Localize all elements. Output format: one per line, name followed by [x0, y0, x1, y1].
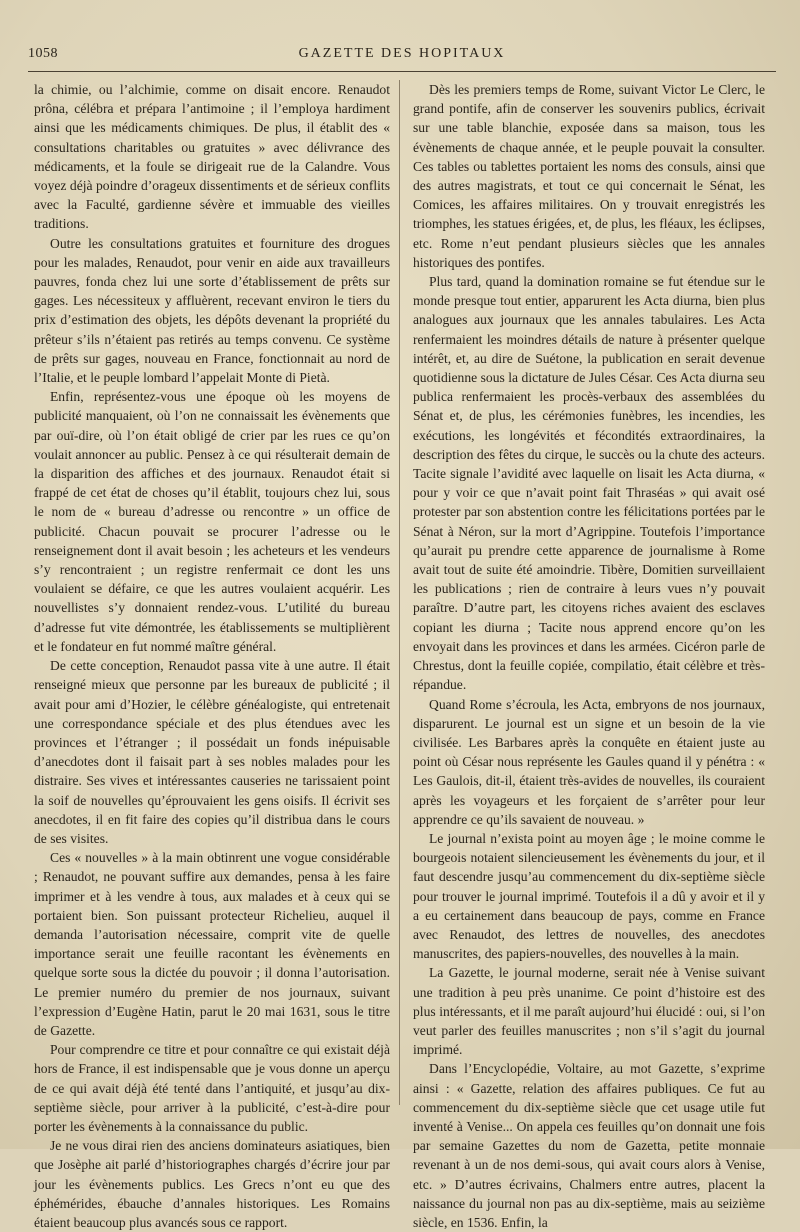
- left-column: [34, 80, 390, 1232]
- paragraph: Ces « nouvelles » à la main obtinrent une vogue considérable ; Renaudot, ne pouvant suffire aux demandes, pensa à les faire imprimer et à les vendre à tous, aux malades et à ceux qui se portaient bien. Son puissant protecteur Richelieu, auquel il demanda l’autorisation nécessaire, comprit vite de quelle importance serait une feuille racontant les évènements en quelque sorte sous la dictée du pouvoir ; il donna l’autorisation. Le premier numéro du premier de nos journaux, suivant l’expression d’Eugène Hatin, parut le 20 mai 1631, sous le titre de Gazette.: [34, 850, 390, 1038]
- running-title: GAZETTE DES HOPITAUX: [298, 46, 506, 61]
- page-header: [28, 40, 776, 70]
- paragraph: Outre les consultations gratuites et fourniture des drogues pour les malades, Renaudot, pour venir en aide aux travailleurs pauvres, fonda chez lui une sorte d’établissement de prêts sur gages. Les nécessiteux y affluèrent, recevant environ le tiers du prix d’estimation des objets, les dépôts devenant la propriété du prêteur s’ils n’étaient pas retirés au temps convenu. Ce système de prêts sur gages, nouveau en France, fonctionnait au nord de l’Italie, et le peuple lombard l’appelait Monte di Pietà.: [34, 235, 390, 386]
- paragraph: Dans l’Encyclopédie, Voltaire, au mot Gazette, s’exprime ainsi : « Gazette, relation des affaires publiques. Ce fut au commencement du dix-septième siècle que cet usage utile fut inventé à Venise... On appela ces feuilles qu’on donnait une fois par semaine Gazettes du nom de Gazetta, petite monnaie revenant à un de nos demi-sous, qui avait cours alors à Venise, etc. » D’autres écrivains, Chalmers entre autres, placent la naissance du journal non pas au dix-septième, mais au seizième siècle, en 1536. Enfin, la: [413, 1061, 765, 1230]
- paragraph: Plus tard, quand la domination romaine se fut étendue sur le monde presque tout entier, apparurent les Acta diurna, bien plus analogues aux journaux que les annales tabulaires. Les Acta renfermaient les moindres détails de nature à présenter quelque intérêt, et, au dire de Suétone, la publication en serait devenue quotidienne sous la dictature de Jules César. Ces Acta diurna seu publica renfermaient les procès-verbaux des assemblées du Sénat et, de plus, les cérémonies funèbres, les incendies, les exécutions, les longévités et fécondités extraordinaires, la description des fêtes du cirque, le succès ou la chute des acteurs. Tacite signale l’avidité avec laquelle on lisait les Acta diurna, « pour y voir ce que n’avait point fait Thraséas » qui avait osé protester par son abstention contre les félicitations portées par le Sénat à Néron, sur la mort d’Agrippine. Toutefois l’importance qu’aurait pu prendre cette apparence de journalisme à Rome avait tout de suite été amoindrie. Tibère, Domitien surveillaient les publications ; rien de contraire à leurs vues n’y pouvait paraître. D’autre part, les citoyens riches avaient des esclaves copiant les diurna ; Tacite nous apprend encore qu’on les envoyait dans les provinces et dans les armées. Cicéron parle de Chrestus, dont la feuille copiée, compilatio, était célèbre et très-répandue.: [413, 274, 765, 693]
- paragraph: De cette conception, Renaudot passa vite à une autre. Il était renseigné mieux que personne par les bureaux de publicité ; il avait pour ami d’Hozier, le célèbre généalogiste, qui entretenait une correspondance spéciale et des plus étendues avec les provinces et l’étranger ; il possédait un fonds inépuisable d’anecdotes dont il faisait part à ses nobles malades pour les distraire. Ses vives et intéressantes causeries ne tarissaient point la soif de nouvelles qu’éprouvaient les gens oisifs. Il écrivit ses anecdotes, il en fit faire des copies qu’il distribua dans le cours de ses visites.: [34, 658, 390, 846]
- paragraph: la chimie, ou l’alchimie, comme on disait encore. Renaudot prôna, célébra et prépara l’antimoine ; il l’employa hardiment ainsi que les médicaments chimiques. De plus, il établit des « consultations charitables ou gratuites » avec délivrance des médicaments, et la foule se dirigeait rue de la Calandre. Vous voyez déjà poindre d’orageux dissentiments et de sérieux conflits avec la Faculté, gardienne sévère et immuable des vieilles traditions.: [34, 82, 390, 232]
- paragraph: Dès les premiers temps de Rome, suivant Victor Le Clerc, le grand pontife, afin de conserver les souvenirs publics, écrivait sur une table blanchie, exposée dans sa maison, tous les évènements de chaque année, et le peuple pouvait la consulter. Ces tables ou tablettes portaient les noms des consuls, ainsi que des autres magistrats, et tout ce qui concernait le Sénat, les Comices, les affaires militaires. On y trouvait enregistrés les triomphes, les statues érigées, et, de plus, les fléaux, les éclipses, etc. Rome n’eut pendant plusieurs siècles que les annales historiques des pontifes.: [413, 82, 765, 270]
- paragraph: Je ne vous dirai rien des anciens dominateurs asiatiques, bien que Josèphe ait parlé d’historiographes chargés d’écrire jour par jour les évènements publics. Les Grecs n’ont eu que des éphémérides, ébauche d’annales historiques. Les Romains étaient beaucoup plus avancés sous ce rapport.: [34, 1138, 390, 1230]
- page-number: 1058: [28, 46, 58, 61]
- paragraph: La Gazette, le journal moderne, serait née à Venise suivant une tradition à peu près unanime. Ce point d’histoire est des plus intéressants, et il me paraît aujourd’hui élucidé : oui, si l’on veut parler des feuilles manuscrites ; non s’il s’agit du journal imprimé.: [413, 965, 765, 1058]
- paragraph: Pour comprendre ce titre et pour connaître ce qui existait déjà hors de France, il est indispensable que je vous donne un aperçu de ce qui avait déjà été tenté dans l’antiquité, et jusqu’au dix-septième siècle, pour arriver à la publicité, c’est-à-dire pour porter les évènements à la connaissance du public.: [34, 1042, 390, 1134]
- column-divider: [399, 80, 400, 1105]
- paragraph: Enfin, représentez-vous une époque où les moyens de publicité manquaient, où l’on ne connaissait les évènements que par ouï-dire, où l’on était obligé de crier par les rues ce qu’on voulait annoncer au public. Pensez à ce qui résulterait demain de la disparition des affiches et des journaux. Renaudot était si frappé de cet état de choses qu’il établit, toujours chez lui, sous le nom de « bureau d’adresse ou rencontre » un office de publicité. Chacun pouvait se procurer l’adresse ou le renseignement dont il avait besoin ; les acheteurs et les vendeurs s’y rencontraient ; un registre renfermait ce dont les uns voulaient se défaire, ce que les autres voulaient acquérir. Les nouvellistes s’y donnaient rendez-vous. L’utilité du bureau d’adresse fut vite démontrée, les établissements se multiplièrent et le fondateur en fut nommé maître général.: [34, 389, 390, 654]
- header-rule: [28, 71, 776, 72]
- paragraph: Quand Rome s’écroula, les Acta, embryons de nos journaux, disparurent. Le journal est un signe et un besoin de la vie civilisée. Les Barbares après la conquête en étaient juste au point où César nous représente les Gaules quand il y pénétra : « Les Gaulois, dit-il, étaient très-avides de nouvelles, ils couraient après les voyageurs et les forçaient de s’arrêter pour leur apprendre ce qu’ils savaient de nouveau. »: [413, 696, 765, 827]
- paragraph: Le journal n’exista point au moyen âge ; le moine comme le bourgeois notaient silencieusement les évènements du jour, et il faut descendre jusqu’au commencement du dix-septième siècle pour trouver le journal imprimé. Toutefois il a dû y avoir et il y a eu certainement dans beaucoup de pays, comme en France avec Renaudot, des lettres de nouvelles, des anecdotes manuscrites, des papiers-nouvelles, des nouvelles à la main.: [413, 830, 765, 962]
- right-column: [413, 80, 765, 1232]
